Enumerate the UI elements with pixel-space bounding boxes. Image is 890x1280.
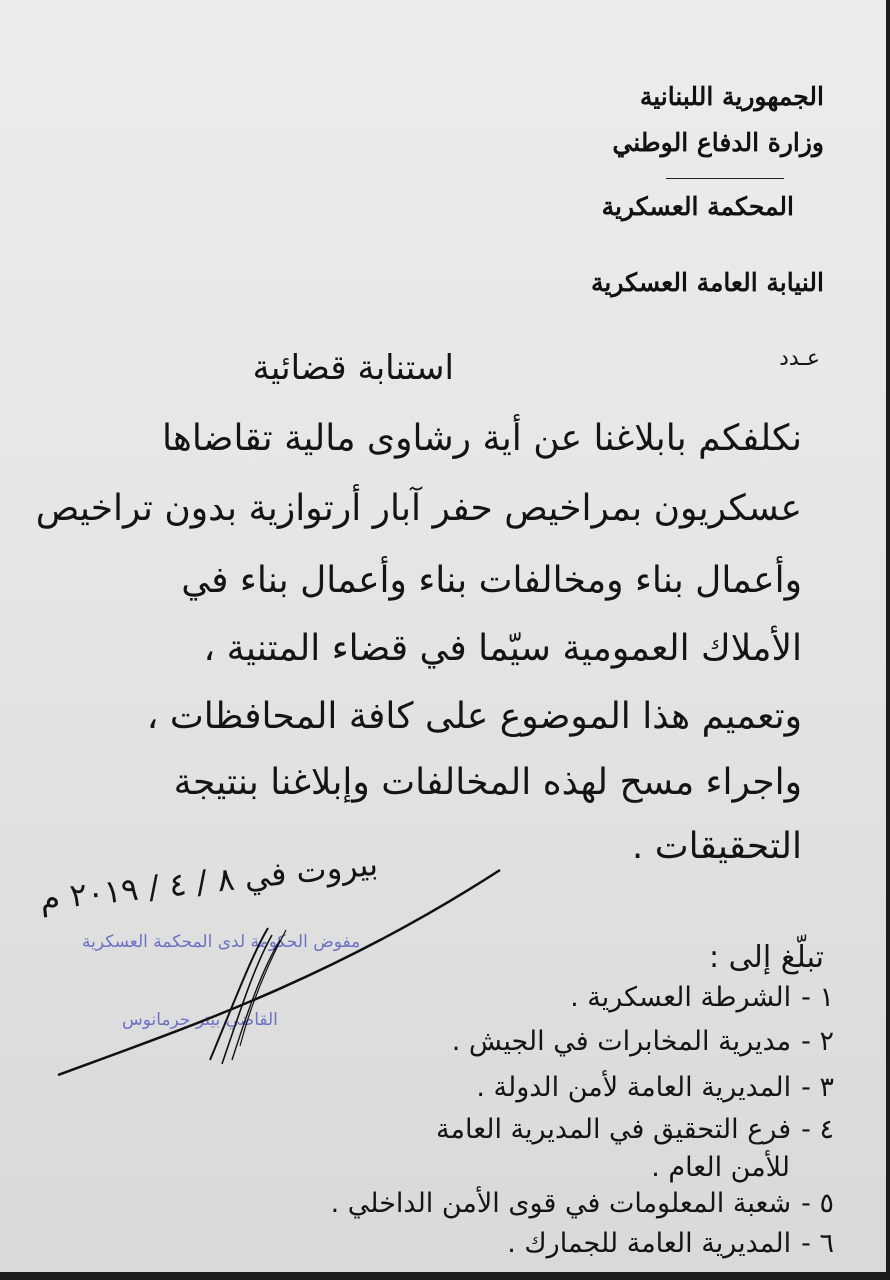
- header-prosecution: النيابة العامة العسكرية: [591, 268, 824, 297]
- body-line-7: التحقيقات .: [631, 826, 802, 867]
- recipient-5: [331, 1188, 834, 1219]
- recipient-3: [476, 1072, 834, 1103]
- recipient-5-text: شعبة المعلومات في قوى الأمن الداخلي .: [330, 1188, 792, 1219]
- body-line-2: عسكريون بمراخيص حفر آبار أرتوازية بدون تراخيص: [35, 488, 802, 529]
- recipient-4-continued-text: للأمن العام .: [651, 1152, 790, 1183]
- distribution-title: تبلّغ إلى :: [709, 940, 824, 975]
- number-label: عـدد: [779, 346, 820, 371]
- recipient-2-number: ٢ -: [801, 1026, 834, 1057]
- stamp-name: القاضي بيتر جرمانوس: [122, 1010, 278, 1030]
- recipient-1-text: الشرطة العسكرية .: [570, 982, 792, 1013]
- recipient-2-text: مديرية المخابرات في الجيش .: [451, 1026, 792, 1057]
- recipient-1: [570, 982, 834, 1013]
- place-date: بيروت في ٨ / ٤ / ٢٠١٩ م: [38, 844, 380, 918]
- recipient-3-number: ٣ -: [801, 1072, 834, 1103]
- recipient-4-number: ٤ -: [801, 1114, 834, 1145]
- recipient-6-number: ٦ -: [801, 1228, 834, 1259]
- recipient-6: [507, 1228, 834, 1259]
- recipient-3-text: المديرية العامة لأمن الدولة .: [476, 1072, 792, 1103]
- header-court: المحكمة العسكرية: [601, 192, 794, 221]
- recipient-4-continued: [651, 1152, 790, 1183]
- body-line-1: نكلفكم بابلاغنا عن أية رشاوى مالية تقاضاها: [161, 418, 802, 459]
- stamp-title: مفوض الحكومة لدى المحكمة العسكرية: [82, 932, 361, 952]
- body-line-6: واجراء مسح لهذه المخالفات وإبلاغنا بنتيجة: [173, 762, 802, 803]
- recipient-5-number: ٥ -: [801, 1188, 834, 1219]
- recipient-4: [436, 1114, 834, 1145]
- header-republic: الجمهورية اللبنانية: [639, 82, 824, 111]
- header-ministry: وزارة الدفاع الوطني: [612, 128, 824, 157]
- document-subject: استنابة قضائية: [252, 348, 454, 388]
- body-line-3: وأعمال بناء ومخالفات بناء وأعمال بناء في: [181, 560, 802, 601]
- body-line-4: الأملاك العمومية سيّما في قضاء المتنية ،: [203, 628, 802, 669]
- recipient-1-number: ١ -: [801, 982, 834, 1013]
- recipient-4-text: فرع التحقيق في المديرية العامة: [436, 1114, 792, 1145]
- body-line-5: وتعميم هذا الموضوع على كافة المحافظات ،: [146, 696, 802, 737]
- recipient-2: [452, 1026, 834, 1057]
- recipient-6-text: المديرية العامة للجمارك .: [507, 1228, 792, 1259]
